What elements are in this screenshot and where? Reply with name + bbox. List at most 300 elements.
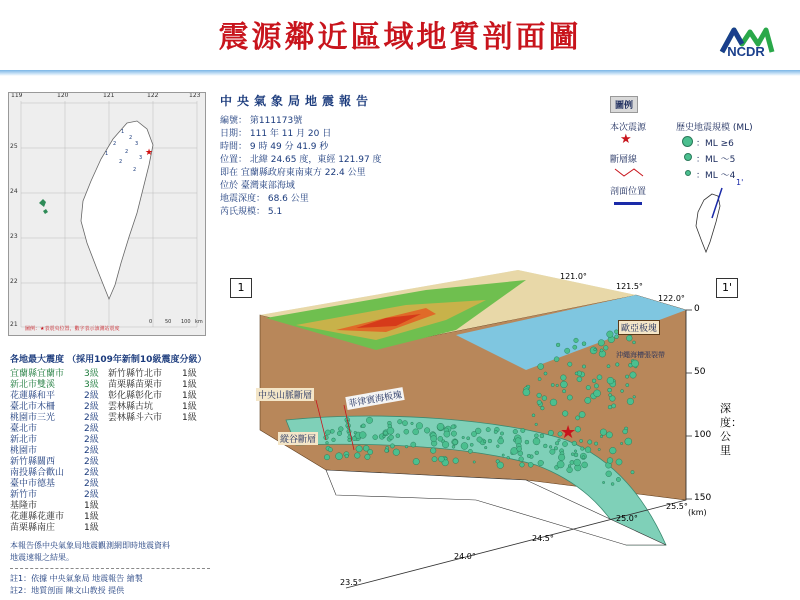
quake-dot [517,446,522,451]
quake-dot [616,459,622,465]
quake-dot [541,406,545,410]
quake-dot [574,459,581,466]
quake-dot [582,456,585,459]
quake-dot [519,457,524,462]
quake-dot [405,445,408,448]
legend-history-title: 歷史地震規模 (ML) [676,123,753,133]
quake-dot [602,481,604,483]
report-position-area: 位於 臺灣東部海域 [220,181,295,191]
intensity-row [108,369,218,380]
intensity-row [10,413,120,424]
svg-text:3: 3 [139,155,143,161]
quake-dot [356,446,362,452]
lat-tick: 23 [10,233,18,240]
intensity-level: 1級 [84,523,99,533]
svg-text:2: 2 [113,141,117,147]
quake-dot [580,439,583,442]
map-caption: 圖例：★表震央位置，數字表示該測站震度 [25,326,120,332]
quake-dot [574,338,579,343]
report-depth: 地震深度： 68.6 公里 [220,194,309,204]
quake-dot [615,335,619,339]
quake-dot [586,385,590,389]
quake-dot [538,460,544,466]
quake-dot [625,375,628,378]
intensity-row [10,402,120,413]
intensity-level: 2級 [84,413,99,423]
quake-dot [337,431,342,436]
quake-dot [594,442,597,445]
lat-bottom-label: 25.0° [616,514,638,523]
intensity-level: 2級 [84,435,99,445]
quake-dot [585,447,591,453]
epicenter-star-icon: ★ [145,148,154,158]
intensity-station: 臺中市德基 [10,479,56,489]
scale-tick: 50 [165,319,172,325]
legend-profile-label: 剖面位置 [610,187,647,197]
quake-dot [424,428,430,434]
quake-dot [396,434,400,438]
lat-bottom-label: 24.0° [454,552,476,561]
intensity-level: 3級 [84,369,99,379]
lon-top-label: 121.5° [616,282,643,291]
quake-dot [573,345,577,349]
quake-dot [468,449,472,453]
quake-dot [585,397,591,403]
quake-dot [594,348,597,351]
quake-dot [550,399,557,406]
quake-dot [612,404,616,408]
report-number: 編號： 第111173號 [220,116,303,126]
lat-bottom-label: 24.5° [532,534,554,543]
ncdr-logo-text: NCDR [727,44,765,59]
taiwan-map-panel [8,92,206,336]
quake-dot [626,335,632,341]
quake-dot [561,375,567,381]
quake-dot [556,384,559,387]
intensity-row [10,468,120,479]
quake-dot [620,442,622,444]
lat-tick: 24 [10,188,18,195]
intensity-station: 新北市雙溪 [10,380,56,390]
intensity-station: 宜蘭縣宜蘭市 [10,369,65,379]
quake-dot [430,448,436,454]
scale-tick: 100 [181,319,191,325]
intensity-station: 彰化縣彰化市 [108,391,163,401]
notes [10,540,210,597]
header-divider [0,70,800,76]
quake-dot [345,454,349,458]
quake-dot [402,421,407,426]
philippine-plate-label: 菲律賓海板塊 [345,387,404,410]
quake-dot [533,438,540,445]
lon-tick: 123 [189,92,201,99]
quake-dot [579,412,585,418]
quake-dot [473,461,475,463]
quake-dot [574,453,578,457]
intensity-right-column [108,369,218,424]
quake-dot [366,417,372,423]
intensity-row [10,369,120,380]
quake-dot [467,437,470,440]
taiwan-map [9,93,205,335]
legend [606,94,796,269]
quake-dot [554,447,558,451]
quake-dot [452,445,455,448]
quake-dot [453,440,458,445]
quake-dot [623,429,628,434]
svg-text:2: 2 [125,149,129,155]
intensity-station: 雲林縣古坑 [108,402,154,412]
intensity-row [10,380,120,391]
quake-dot [558,454,565,461]
profile-line-icon [614,202,642,205]
quake-dot [609,394,612,397]
intensity-row [10,391,120,402]
legend-m4: ：ML ～4 [696,171,736,181]
legend-m5: ：ML ～5 [696,155,736,165]
quake-dot [616,477,620,481]
quake-dot [574,450,577,453]
quake-dot [355,453,361,459]
quake-dot [359,432,366,439]
quake-dot [597,375,602,380]
quake-dot [348,438,352,442]
quake-dot [571,453,574,456]
quake-dot [543,444,547,448]
section-label-left: 1 [230,278,252,298]
quake-dot [608,405,612,409]
quake-dot [610,447,617,454]
quake-dot [630,372,636,378]
quake-dot [361,424,365,428]
quake-dot [633,341,636,344]
intensity-left-column [10,369,120,534]
km-unit-label: (km) [688,508,707,517]
quake-dot [582,462,588,468]
intensity-station: 雲林縣斗六市 [108,413,163,423]
note-2: 註2：地質剖面 陳文山教授 提供 [10,586,125,595]
quake-dot [332,438,336,442]
quake-dot [588,440,592,444]
quake-dot [550,449,555,454]
quake-dot [438,436,443,441]
quake-dot [582,365,585,368]
scale-tick: 0 [149,319,153,325]
svg-text:1: 1 [105,151,109,157]
okinawa-label: 沖繩海槽張裂帶 [616,351,665,359]
quake-dot [389,435,394,440]
quake-dot [453,458,459,464]
quake-dot [390,444,394,448]
quake-dot [532,414,535,417]
intensity-list [10,352,210,533]
intensity-level: 2級 [84,468,99,478]
quake-dot [520,463,525,468]
intensity-row [10,479,120,490]
quake-dot [338,427,343,432]
intensity-row [10,457,120,468]
quake-dot [336,453,343,460]
quake-dot [393,449,400,456]
quake-dot [575,372,578,375]
quake-dot [462,436,465,439]
quake-dot [616,363,620,367]
quake-dot [502,454,504,456]
quake-dot [555,442,559,446]
quake-dot [567,395,572,400]
lon-tick: 122 [147,92,159,99]
quake-dot [632,360,639,367]
quake-dot [554,357,559,362]
inset-label: 1' [736,178,744,187]
quake-dot [557,461,564,468]
quake-dot [607,377,614,384]
quake-dot [626,384,629,387]
intensity-level: 2級 [84,446,99,456]
quake-dot [365,454,370,459]
quake-dot [598,340,604,346]
intensity-station: 臺北市 [10,424,38,434]
quake-dot [535,451,539,455]
intensity-station: 基隆市 [10,501,38,511]
report-magnitude: 芮氏規模： 5.1 [220,207,283,217]
intensity-row [108,380,218,391]
quake-dot [598,448,600,450]
m4-marker [685,170,691,176]
intensity-row [108,413,218,424]
quake-dot [328,448,332,452]
quake-dot [534,434,538,438]
intensity-level: 2級 [84,391,99,401]
quake-dot [500,432,503,435]
intensity-station: 桃園市 [10,446,38,456]
quake-dot [576,416,580,420]
quake-dot [451,425,455,429]
quake-dot [498,438,504,444]
quake-dot [548,430,553,435]
note-1: 註1：依據 中央氣象局 地震報告 繪製 [10,574,143,583]
quake-dot [404,429,409,434]
quake-dot [518,451,523,456]
intensity-level: 1級 [182,391,197,401]
quake-dot [470,443,473,446]
scale-unit: km [195,319,203,325]
quake-dot [368,449,373,454]
quake-dot [471,431,476,436]
quake-dot [540,434,544,438]
intensity-level: 2級 [84,424,99,434]
page-title: 震源鄰近區域地質剖面圖 [218,20,582,55]
intensity-station: 苗栗縣苗栗市 [108,380,163,390]
quake-dot [444,457,447,460]
intensity-level: 2級 [84,457,99,467]
quake-dot [562,411,568,417]
cross-section [226,270,796,595]
lat-tick: 22 [10,278,18,285]
quake-dot [567,467,573,473]
quake-dot [513,429,518,434]
quake-dot [442,441,449,448]
quake-dot [570,460,574,464]
intensity-level: 3級 [84,380,99,390]
quake-dot [484,446,487,449]
quake-dot [594,384,598,388]
intensity-row [10,501,120,512]
intensity-level: 1級 [182,402,197,412]
quake-dot [326,441,329,444]
depth-tick: 50 [694,367,706,377]
quake-dot [631,471,634,474]
quake-dot [413,429,419,435]
epicenter-star-icon: ★ [560,422,577,443]
quake-dot [633,396,636,399]
quake-dot [513,439,516,442]
quake-dot [411,442,416,447]
quake-dot [607,458,613,464]
m6-marker [682,136,693,147]
quake-dot [625,438,632,445]
inset-taiwan-map [678,182,738,262]
legend-title: 圖例 [610,96,638,113]
quake-dot [606,471,612,477]
legend-m6: ：ML ≥6 [696,139,734,149]
svg-text:1: 1 [121,129,125,135]
report-position-relative: 即在 宜蘭縣政府東南東方 22.4 公里 [220,168,366,178]
quake-dot [621,390,624,393]
depth-tick: 100 [694,430,712,440]
quake-dot [611,483,614,486]
svg-text:3: 3 [135,141,139,147]
intensity-station: 新竹市 [10,490,38,500]
quake-dot [592,379,596,383]
intensity-row [10,490,120,501]
intensity-row [10,523,120,534]
quake-dot [373,435,378,440]
quake-dot [411,422,414,425]
quake-dot [354,431,357,434]
intensity-row [108,402,218,413]
intensity-row [10,512,120,523]
quake-dot [383,435,386,438]
lon-tick: 119 [11,92,23,99]
report-date: 日期： 111 年 11 月 20 日 [220,129,332,139]
intensity-level: 1級 [182,369,197,379]
quake-dot [561,381,568,388]
quake-dot [556,343,560,347]
intensity-station: 花蓮縣和平 [10,391,56,401]
quake-dot [496,445,499,448]
intensity-station: 新竹縣竹北市 [108,369,163,379]
quake-dot [607,365,610,368]
quake-dot [581,447,585,451]
quake-dot [549,446,552,449]
quake-dot [538,364,544,370]
quake-dot [608,388,612,392]
quake-dot [594,390,601,397]
intensity-level: 2級 [84,479,99,489]
quake-dot [387,427,394,434]
quake-dot [537,393,542,398]
depth-tick: 0 [694,304,700,314]
quake-dot [562,390,565,393]
lat-tick: 25 [10,143,18,150]
quake-dot [607,331,614,338]
quake-dot [606,432,612,438]
quake-dot [444,431,450,437]
intensity-level: 2級 [84,490,99,500]
svg-text:2: 2 [133,167,137,173]
quake-dot [461,443,468,450]
report-note: 地震速報之結果。 [10,553,74,562]
lon-tick: 121 [103,92,115,99]
lat-tick: 21 [10,321,18,328]
quake-dot [486,427,490,431]
quake-dot [477,437,482,442]
quake-dot [577,377,582,382]
m5-marker [684,153,692,161]
intensity-station: 臺北市木柵 [10,402,56,412]
quake-dot [551,383,554,386]
fault-line-icon [614,166,644,178]
quake-dot [325,430,330,435]
star-icon: ★ [620,132,632,147]
lat-bottom-label: 25.5° [666,502,688,511]
quake-dot [604,346,609,351]
quake-dot [398,419,403,424]
quake-dot [451,431,456,436]
longitudinal-valley-fault-label: 縱谷斷層 [278,432,318,445]
quake-dot [330,429,334,433]
quake-dot [521,428,525,432]
quake-dot [483,440,486,443]
quake-dot [416,423,423,430]
intensity-station: 新竹縣關西 [10,457,56,467]
depth-axis-label: 深度：公里 [720,402,742,457]
quake-dot [439,456,445,462]
quake-dot [527,454,530,457]
lon-tick: 120 [57,92,69,99]
quake-dot [324,455,329,460]
quake-dot [627,398,634,405]
intensity-row [10,446,120,457]
quake-dot [600,429,606,435]
svg-text:2: 2 [129,135,133,141]
eurasian-plate-label: 歐亞板塊 [618,320,660,335]
quake-dot [600,349,603,352]
quake-dot [497,462,504,469]
lon-top-label: 121.0° [560,272,587,281]
quake-dot [385,449,389,453]
intensity-station: 桃園市三光 [10,413,56,423]
quake-dot [431,436,437,442]
intensity-row [10,424,120,435]
intensity-station: 苗栗縣南庄 [10,523,56,533]
report-position: 位置： 北緯 24.65 度，東經 121.97 度 [220,155,382,165]
quake-dot [494,430,497,433]
intensity-level: 1級 [182,380,197,390]
central-range-fault-label: 中央山脈斷層 [256,388,314,401]
quake-dot [432,457,437,462]
intensity-row [108,391,218,402]
section-label-right: 1' [716,278,738,298]
report-title: 中央氣象局地震報告 [220,94,374,108]
lat-bottom-label: 23.5° [340,578,362,587]
intensity-level: 1級 [182,413,197,423]
intensity-level: 2級 [84,402,99,412]
quake-dot [600,435,603,438]
quake-dot [535,423,538,426]
intensity-level: 1級 [84,512,99,522]
